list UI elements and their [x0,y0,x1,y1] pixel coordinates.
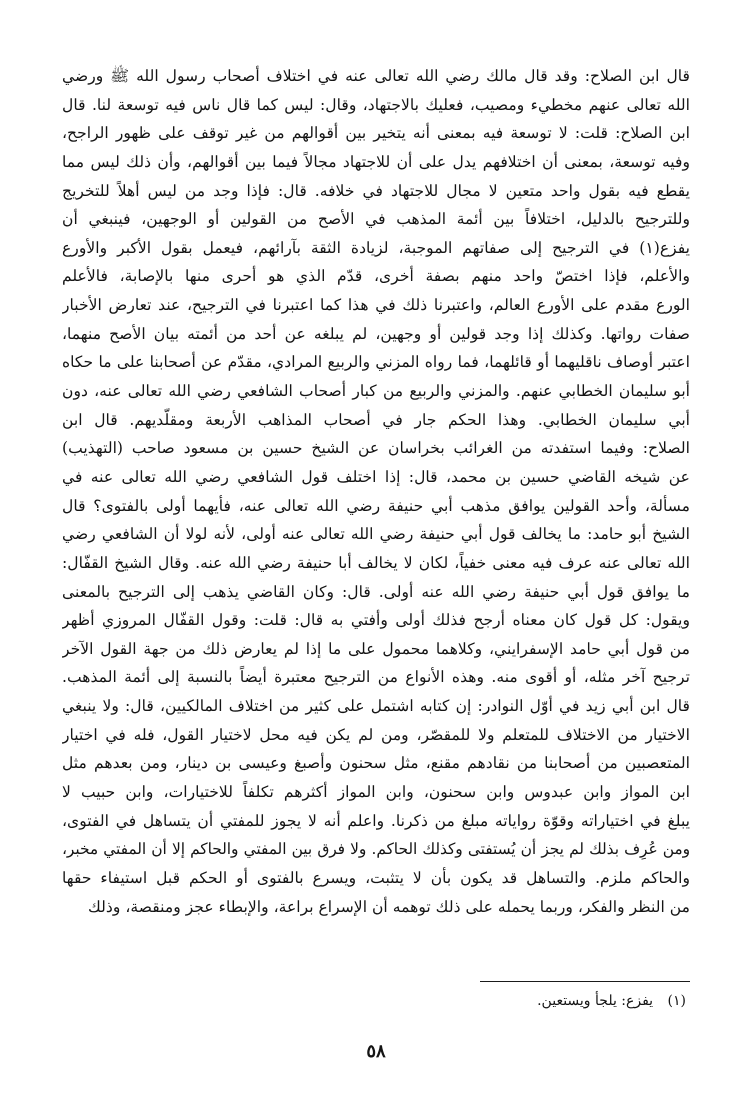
text-line: والحاكم ملزم. والتساهل قد يكون بأن لا يتثبت، ويسرع بالفتوى أو الحكم قبل استيفاء حقها [62,868,690,887]
text-line: ابن الصلاح: قلت: لا توسعة فيه بمعنى أنه يتخير بين أقوالهم من غير توقف على ظهور الراجح، [62,124,690,143]
text-line: صفات رواتها. وكذلك إذا وجد قولين أو وجهين، لم يبلغه عن أحد من أئمته بيان الأصح منهما، [62,324,690,343]
text-line: ما يوافق قول أبي حنيفة رضي الله عنه أولى. قال: وكان القاضي يذهب إلى الترجيح بالمعنى [62,582,690,601]
text-line: قال ابن الصلاح: وقد قال مالك رضي الله تعالى عنه في اختلاف أصحاب رسول الله ﷺ ورضي [62,67,690,85]
text-line: يفزع(١) في الترجيح إلى صفاتهم الموجبة، لزيادة الثقة بآرائهم، فيعمل بقول الأكبر والأورع [62,238,690,257]
book-page [62,62,690,1062]
footnote [537,990,686,1012]
page-number: ٥٨ [366,1041,386,1062]
text-line: عن شيخه القاضي حسين بن محمد، قال: إذا اختلف قول الشافعي رضي الله تعالى عنه في [62,467,690,486]
text-line: الورع مقدم على الأورع العالم، واعتبرنا ذلك في هذا كما اعتبرنا في الترجيح، عند تعارض الأخبار [62,296,690,315]
footnote-number: (١) [667,993,686,1009]
text-line: ترجيح آخر مثله، أو أقوى منه. وهذه الأنواع من الترجيح معتبرة أيضاً بالنسبة إلى أئمة المذهب. [62,668,690,687]
main-text [62,62,690,921]
text-line: ابن المواز وابن عبدوس وابن سحنون، وابن المواز أكثرهم تكلفاً للاختيارات، وابن حبيب لا [62,783,690,802]
footnote-separator [480,981,690,982]
text-line: يبلغ في اختياراته وقوّة رواياته مبلغ من ذكرنا. واعلم أنه لا يجوز للمفتي أن يتساهل في الفتوى، [62,811,690,830]
text-line: ومن عُرِف بذلك لم يجز أن يُستفتى وكذلك الحاكم. ولا فرق بين المفتي والحاكم إلا أن المفتي مخبر، [62,840,690,859]
text-line: أبو سليمان الخطابي عنهم. والمزني والربيع من كبار أصحاب الشافعي رضي الله تعالى عنه، دون [62,382,690,401]
text-line: ويقول: كل قول كان معناه أرجح فذلك أولى وأفتي به قال: قلت: وقول القفّال المروزي أظهر [62,611,690,630]
text-line: اعتبر أوصاف ناقليهما أو قائلهما، فما رواه المزني والربيع المرادي، مقدّم عن أصحابنا على ما حكاه [62,353,690,372]
text-line: من قول أبي حامد الإسفرايني، وكلاهما محمول على ما إذا لم يعارض ذلك من جهة القول الآخر [62,639,690,658]
text-line: قال ابن أبي زيد في أوّل النوادر: إن كتابه اشتمل على كثير من اختلاف المالكيين، قال: ولا ينبغي [62,697,690,716]
text-line: يقطع فيه بقول واحد متعين لا مجال للاجتهاد في خلافه. قال: فإذا وجد من ليس أهلاً للتخريج [62,181,690,200]
footnote-text: يفزع: يلجأ ويستعين. [537,993,654,1009]
text-line: مسألة، وأحد القولين يوافق مذهب أبي حنيفة رضي الله تعالى عنه، فأيهما أولى بالفتوى؟ قال [62,496,690,515]
text-line: والأعلم، فإذا اختصّ واحد منهم بصفة أخرى، قدّم الذي هو أحرى منها بالإصابة، فالأعلم [62,267,690,286]
text-line: الشيخ أبو حامد: ما يخالف قول أبي حنيفة رضي الله تعالى عنه أولى، لأنه لولا أن الشافعي رضي [62,525,690,544]
text-line: الله تعالى عنهم مخطيء ومصيب، فعليك بالاجتهاد، وقال: ليس كما قال ناس فيه توسعة لنا. قال [62,95,690,114]
text-line: الصلاح: وفيما استفدته من الغرائب بخراسان عن الشيخ حسين بن مسعود صاحب (التهذيب) [62,439,690,458]
text-line: من النظر والفكر، وربما يحمله على ذلك توهمه أن الإسراع براعة، والإبطاء عجز ومنقصة، وذلك [88,897,690,916]
text-line: المتعصبين من أصحابنا من نقادهم مقنع، مثل سحنون وأصبغ وعيسى بن دينار، ومن بعدهم مثل [62,754,690,773]
text-line: وللترجيح بالدليل، اختلافاً بين أئمة المذهب في الأصح من القولين أو الوجهين، فينبغي أن [62,210,690,229]
text-line: أبي سليمان الخطابي. وهذا الحكم جار في أصحاب المذاهب الأربعة ومقلّديهم. قال ابن [62,410,690,429]
text-line: الاختيار من الاختلاف للمتعلم ولا للمقصّر، ومن لم يكن فيه محل لاختيار القول، فله في اختيار [62,725,690,744]
text-line: الله تعالى عنه عرف فيه معنى خفياً، لكان لا يخالف أبا حنيفة رضي الله عنه. وقال الشيخ القفّال: [62,553,690,572]
text-line: وفيه توسعة، بمعنى أن اختلافهم يدل على أن للاجتهاد مجالاً فيما بين أقوالهم، وأن ذلك ليس مما [62,152,690,171]
